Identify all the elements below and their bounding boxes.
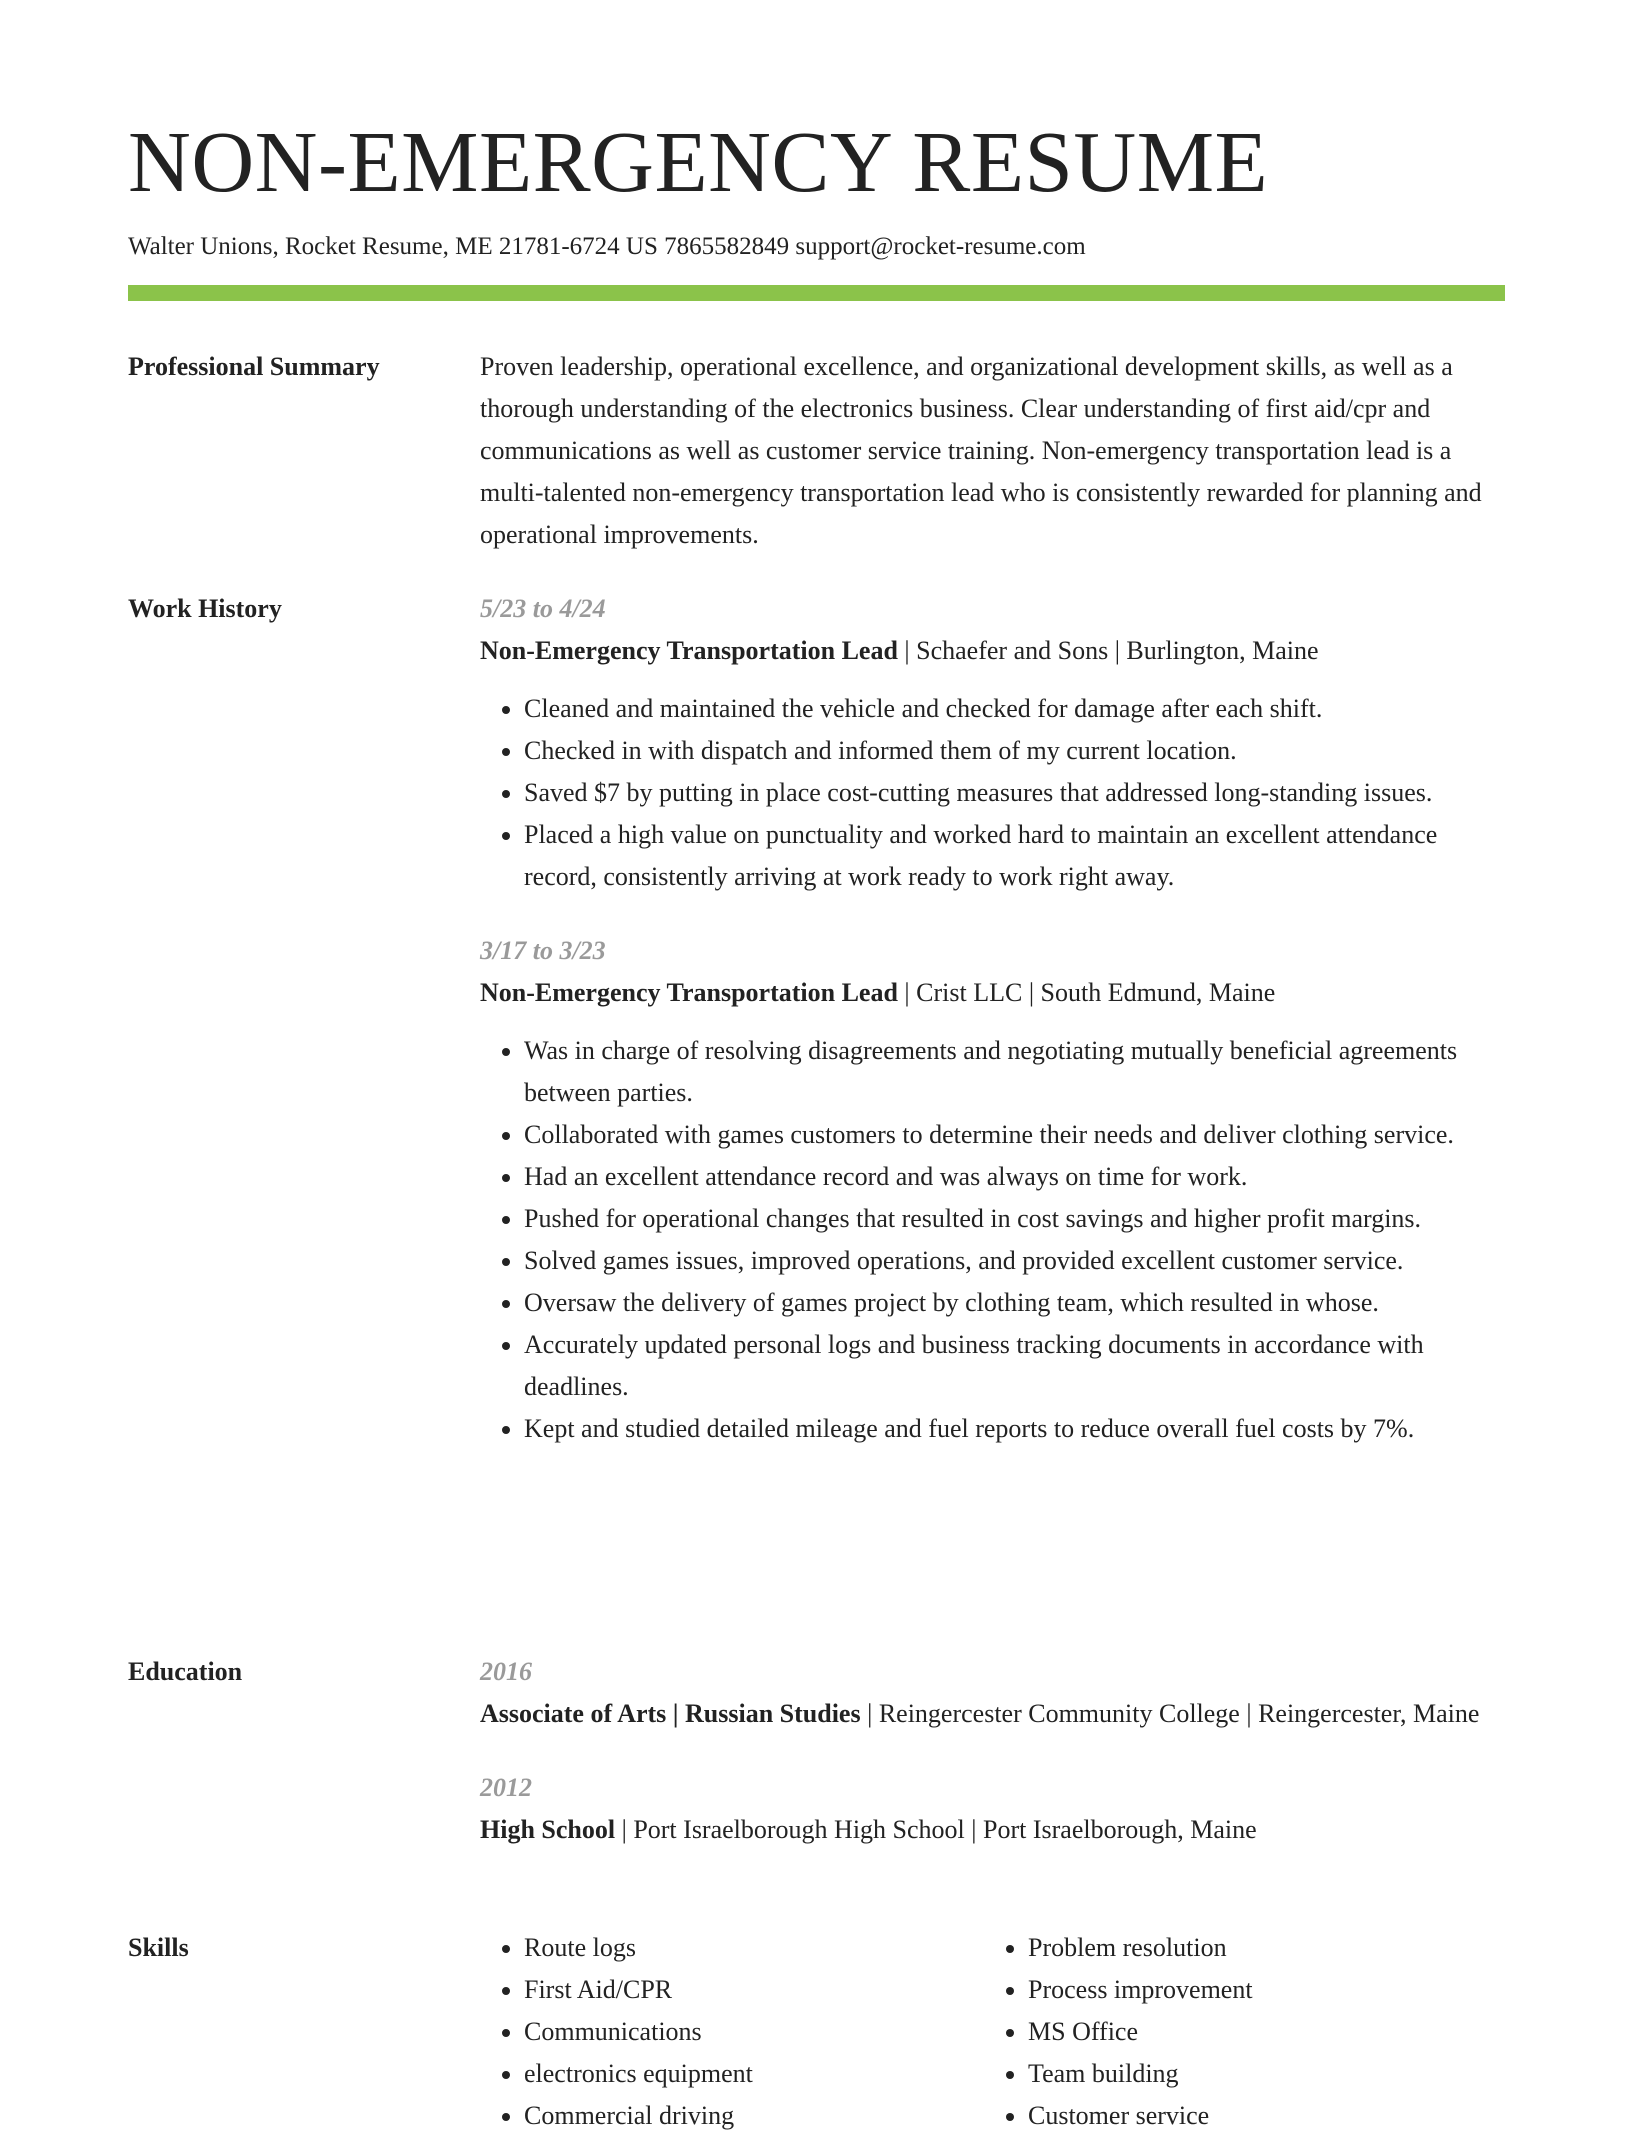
education-school: Reingercester Community College: [878, 1699, 1240, 1728]
resume-header: [128, 113, 1505, 262]
list-item: • Problem resolution: [1028, 1927, 1488, 1969]
education-entries: [480, 1651, 1505, 1851]
list-item: • Commercial driving: [524, 2095, 984, 2137]
list-item: • Collaborated with games customers to determine their needs and deliver clothing service.: [524, 1114, 1505, 1156]
list-item: • Kept and studied detailed mileage and fuel reports to reduce overall fuel costs by 7%.: [524, 1408, 1505, 1450]
job-title: Non-Emergency Transportation Lead: [480, 978, 898, 1007]
list-item: • Team building: [1028, 2053, 1488, 2095]
contact-line: [128, 232, 1505, 262]
header-accent-rule: [128, 285, 1505, 301]
list-item: • Oversaw the delivery of games project by clothing team, which resulted in whose.: [524, 1282, 1505, 1324]
section-title: Work History: [128, 594, 282, 623]
list-item: • Was in charge of resolving disagreements and negotiating mutually beneficial agreements between parties.: [524, 1030, 1505, 1114]
education-entry: [480, 1651, 1505, 1735]
job-dates: 3/17 to 3/23: [480, 936, 606, 965]
education-school: Port Israelborough High School: [633, 1815, 965, 1844]
list-item: • electronics equipment: [524, 2053, 984, 2095]
job-bullets: [480, 688, 1505, 898]
list-item: • First Aid/CPR: [524, 1969, 984, 2011]
list-item: • Had an excellent attendance record and was always on time for work.: [524, 1156, 1505, 1198]
contact-phone: 7865582849: [664, 233, 790, 260]
list-item: • Route logs: [524, 1927, 984, 1969]
list-item: • Accurately updated personal logs and business tracking documents in accordance with deadlines.: [524, 1324, 1505, 1408]
work-entries: [480, 588, 1505, 1450]
resume-name: NON-EMERGENCY RESUME: [128, 113, 1269, 210]
list-item: • Pushed for operational changes that resulted in cost savings and higher profit margins.: [524, 1198, 1505, 1240]
section-title: Professional Summary: [128, 352, 380, 381]
job-title: Non-Emergency Transportation Lead: [480, 636, 898, 665]
job-location: Burlington, Maine: [1126, 636, 1319, 665]
list-item: • Placed a high value on punctuality and worked hard to maintain an excellent attendance record, consistently arriving at work ready to work right away.: [524, 814, 1505, 898]
list-item: • Solved games issues, improved operations, and provided excellent customer service.: [524, 1240, 1505, 1282]
section-title: Skills: [128, 1933, 189, 1962]
contact-email: support@rocket-resume.com: [795, 233, 1086, 260]
job-heading: Non-Emergency Transportation Lead | Crist LLC | South Edmund, Maine: [480, 978, 1276, 1007]
list-item: • Process improvement: [1028, 1969, 1488, 2011]
list-item: • Saved $7 by putting in place cost-cutting measures that addressed long-standing issues.: [524, 772, 1505, 814]
summary-text: Proven leadership, operational excellence, and organizational development skills, as well as a thorough understanding of the electronics business. Clear understanding of first aid/cpr and communications as well as customer service training. Non-emergency transportation lead is a multi-talented non-emergency transportation lead who is consistently rewarded for planning and operational improvements.: [480, 352, 1482, 549]
list-item: • Cleaned and maintained the vehicle and checked for damage after each shift.: [524, 688, 1505, 730]
job-entry: [480, 588, 1505, 898]
job-entry: [480, 930, 1505, 1450]
education-location: Port Israelborough, Maine: [983, 1815, 1257, 1844]
job-dates: 5/23 to 4/24: [480, 594, 606, 623]
education-location: Reingercester, Maine: [1258, 1699, 1480, 1728]
list-item: • Customer service: [1028, 2095, 1488, 2137]
education-degree: Associate of Arts | Russian Studies: [480, 1699, 861, 1728]
list-item: • Communications: [524, 2011, 984, 2053]
job-bullets: [480, 1030, 1505, 1450]
education-year: 2012: [480, 1773, 532, 1802]
education-entry: [480, 1767, 1505, 1851]
list-item: • MS Office: [1028, 2011, 1488, 2053]
job-location: South Edmund, Maine: [1040, 978, 1276, 1007]
contact-address: Walter Unions, Rocket Resume, ME 21781-6724 US: [128, 233, 658, 260]
skills-list-right: [984, 1927, 1488, 2137]
job-company: Schaefer and Sons: [916, 636, 1109, 665]
job-heading: Non-Emergency Transportation Lead | Schaefer and Sons | Burlington, Maine: [480, 636, 1319, 665]
education-heading: High School | Port Israelborough High School | Port Israelborough, Maine: [480, 1815, 1257, 1844]
skills-columns: [480, 1927, 1505, 2137]
education-heading: Associate of Arts | Russian Studies | Reingercester Community College | Reingercester, Maine: [480, 1699, 1480, 1728]
job-company: Crist LLC: [916, 978, 1023, 1007]
section-title: Education: [128, 1657, 243, 1686]
list-item: • Checked in with dispatch and informed them of my current location.: [524, 730, 1505, 772]
skills-list-left: [480, 1927, 984, 2137]
education-degree: High School: [480, 1815, 616, 1844]
education-year: 2016: [480, 1657, 532, 1686]
